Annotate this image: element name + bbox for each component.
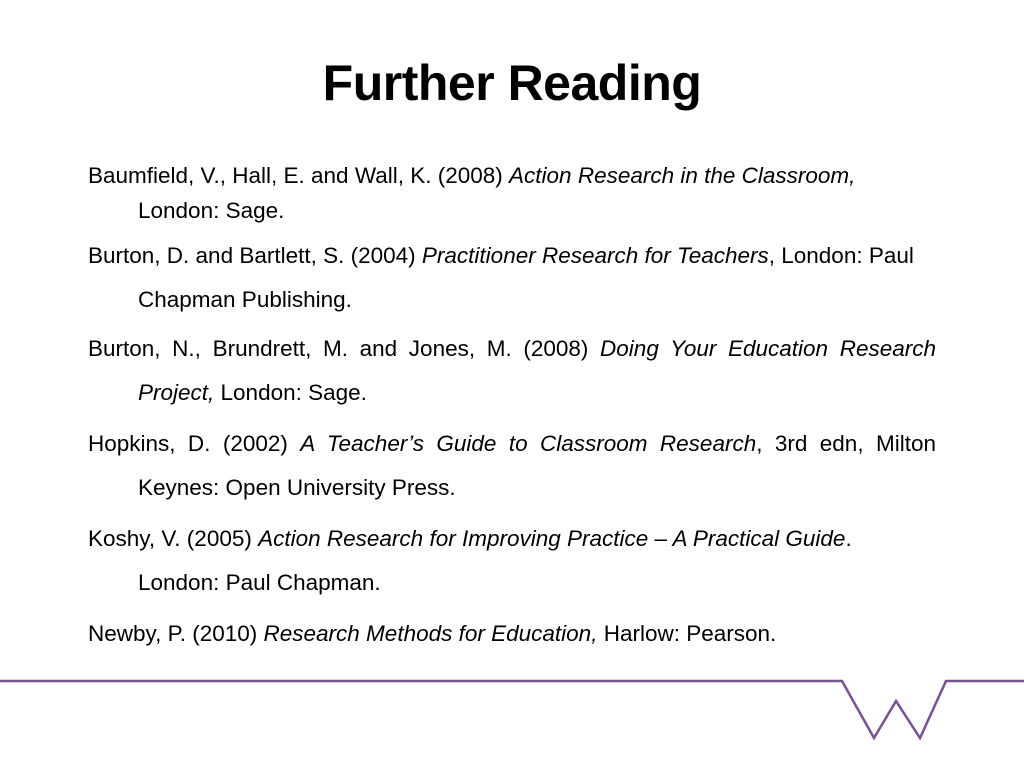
- reference-item: [88, 234, 936, 322]
- reference-authors: Hopkins, D. (2002): [88, 431, 301, 456]
- reference-item: [88, 158, 936, 228]
- footer-w-line: [0, 681, 1024, 738]
- slide-title: Further Reading: [322, 55, 702, 111]
- reference-title: Doing Your Education Research Project,: [138, 336, 936, 405]
- reference-authors: Baumfield, V., Hall, E. and Wall, K. (2008): [88, 163, 510, 188]
- reference-authors: Burton, D. and Bartlett, S. (2004): [88, 243, 422, 268]
- reference-title: Action Research for Improving Practice – A Practical Guide: [258, 526, 846, 551]
- footer-decoration: [0, 672, 1024, 752]
- reference-publisher: . London: Paul Chapman.: [138, 526, 852, 595]
- reference-publisher: , 3rd edn, Milton Keynes: Open University Press.: [138, 431, 936, 500]
- reference-item: [88, 612, 936, 656]
- reference-publisher: London: Sage.: [138, 198, 285, 223]
- reference-title: A Teacher’s Guide to Classroom Research: [300, 431, 757, 456]
- reference-publisher: , London: Paul Chapman Publishing.: [138, 243, 914, 312]
- reference-item: [88, 422, 936, 510]
- reference-item: [88, 327, 936, 415]
- reference-publisher: London: Sage.: [214, 380, 367, 405]
- reference-list: [88, 158, 936, 656]
- reference-title: Action Research in the Classroom,: [509, 163, 856, 188]
- reference-title: Practitioner Research for Teachers: [421, 243, 769, 268]
- reference-publisher: Harlow: Pearson.: [597, 621, 777, 646]
- reference-item: [88, 517, 936, 605]
- reference-title: Research Methods for Education,: [263, 621, 598, 646]
- reference-authors: Newby, P. (2010): [88, 621, 264, 646]
- reference-authors: Koshy, V. (2005): [88, 526, 259, 551]
- reference-authors: Burton, N., Brundrett, M. and Jones, M. (2008): [88, 336, 601, 361]
